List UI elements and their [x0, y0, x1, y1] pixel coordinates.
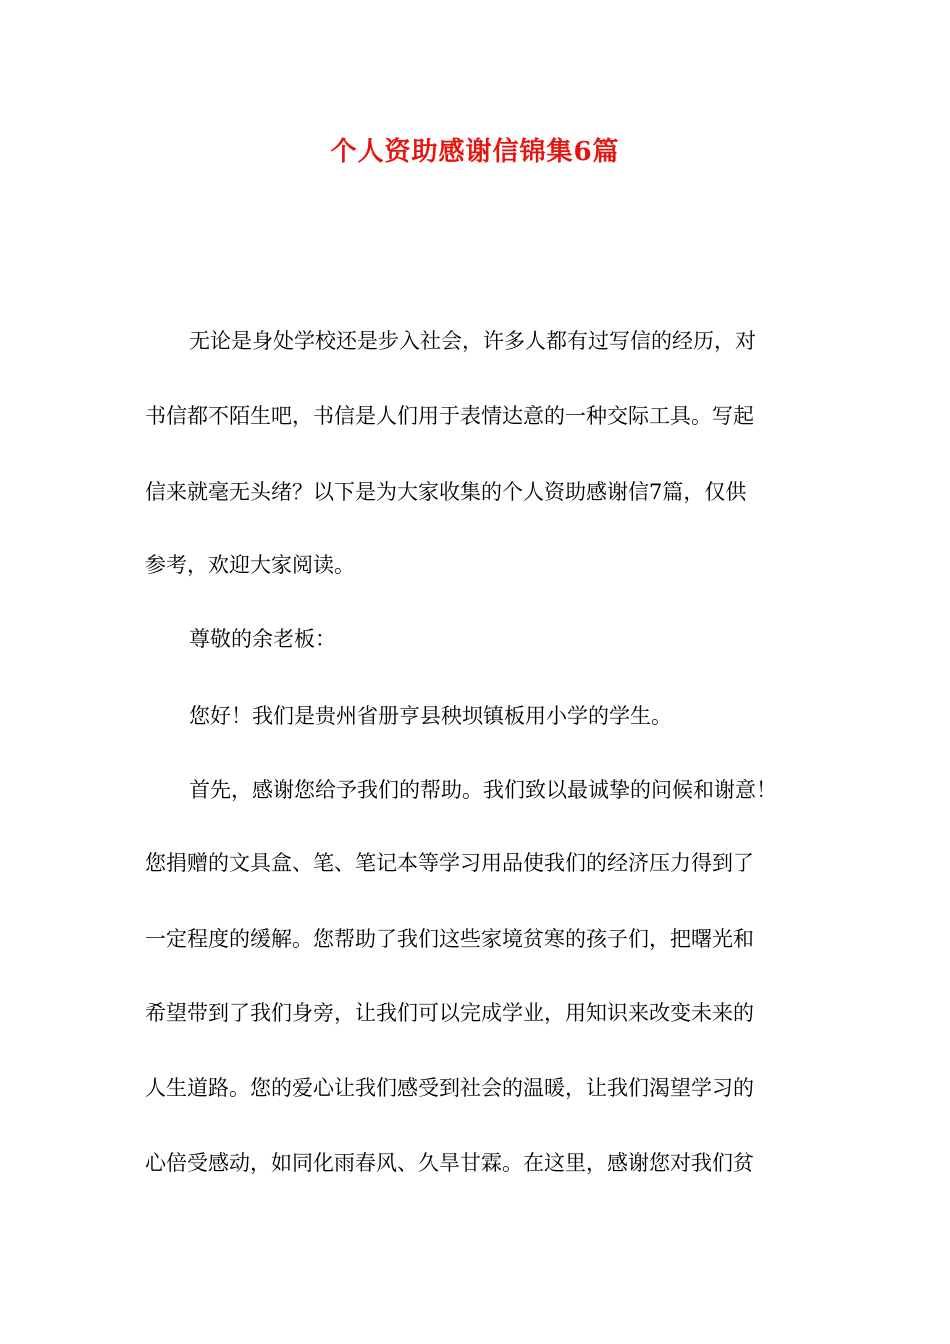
text-line: 首先，感谢您给予我们的帮助。我们致以最诚挚的问候和谢意！: [189, 778, 777, 802]
text-line: 无论是身处学校还是步入社会，许多人都有过写信的经历，对: [189, 329, 756, 353]
text-line: 人生道路。您的爱心让我们感受到社会的温暖，让我们渴望学习的: [145, 1076, 754, 1100]
salutation: 尊敬的余老板：: [189, 627, 336, 651]
text-line: 信来就毫无头绪？以下是为大家收集的个人资助感谢信7篇，仅供: [145, 480, 747, 504]
text-line: 心倍受感动，如同化雨春风、久旱甘霖。在这里，感谢您对我们贫: [145, 1151, 754, 1175]
text-line: 参考，欢迎大家阅读。: [145, 553, 355, 577]
text-line: 书信都不陌生吧，书信是人们用于表情达意的一种交际工具。写起: [145, 404, 754, 428]
text-line: 您捐赠的文具盒、笔、笔记本等学习用品使我们的经济压力得到了: [145, 851, 754, 875]
text-line: 一定程度的缓解。您帮助了我们这些家境贫寒的孩子们，把曙光和: [145, 927, 754, 951]
document-title: 个人资助感谢信锦集6篇: [330, 137, 620, 167]
text-line: 希望带到了我们身旁，让我们可以完成学业，用知识来改变未来的: [145, 1001, 754, 1025]
text-line: 您好！我们是贵州省册亨县秧坝镇板用小学的学生。: [189, 704, 672, 728]
